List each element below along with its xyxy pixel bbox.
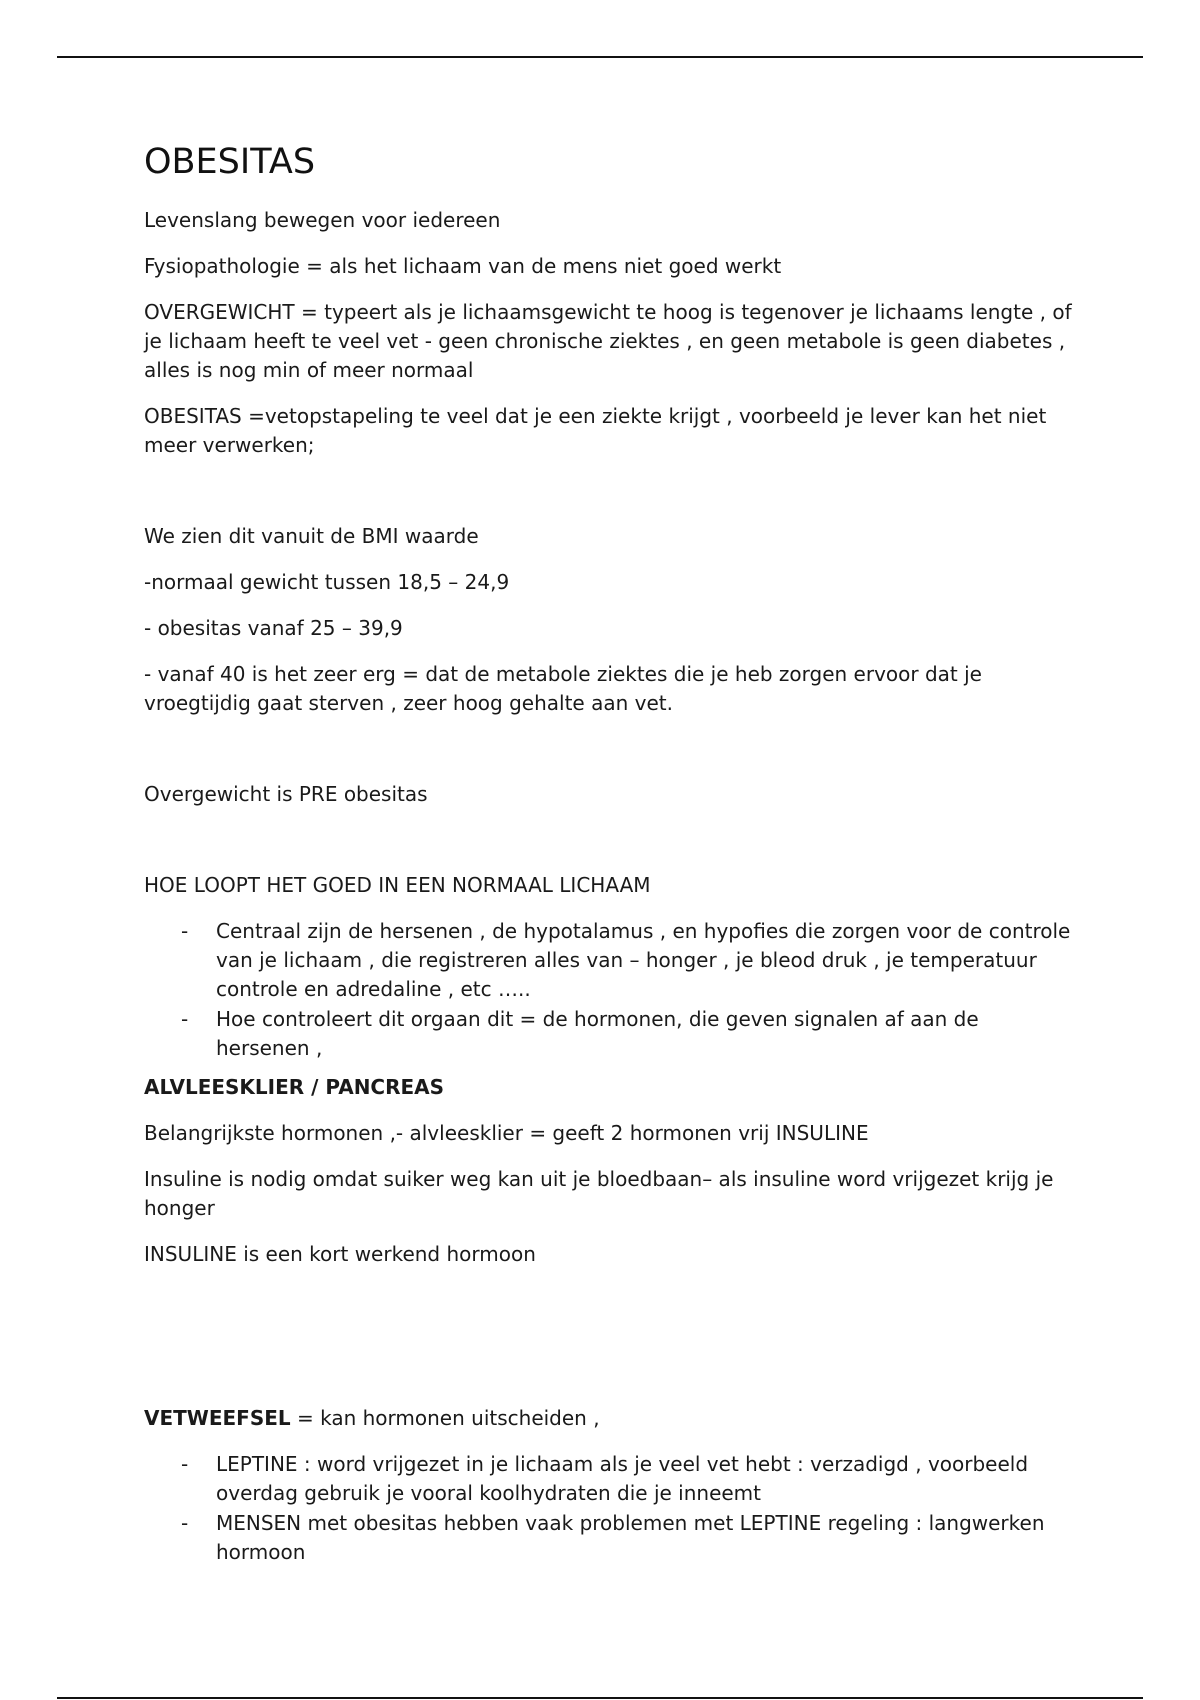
section-heading-pancreas: ALVLEESKLIER / PANCREAS [144,1075,445,1099]
paragraph-fysiopathologie: Fysiopathologie = als het lichaam van de mens niet goed werkt [144,254,782,278]
spacer [144,735,1074,780]
bottom-rule [57,1697,1143,1699]
list-item [144,917,1074,1004]
page-title: OBESITAS [144,142,316,182]
paragraph-bmi-normaal: -normaal gewicht tussen 18,5 – 24,9 [144,570,510,594]
list-item [144,1509,1074,1567]
paragraph-bmi-obesitas: - obesitas vanaf 25 – 39,9 [144,616,403,640]
paragraph-bmi-40: - vanaf 40 is het zeer erg = dat de metabole ziektes die je heb zorgen ervoor dat je vroegtijdig gaat sterven , zeer hoog gehalte aan vet. [144,662,982,715]
document-body [144,140,1074,1577]
paragraph-obesitas: OBESITAS =vetopstapeling te veel dat je een ziekte krijgt , voorbeeld je lever kan het niet meer verwerken; [144,404,1047,457]
paragraph-levenslang: Levenslang bewegen voor iedereen [144,208,501,232]
paragraph-bmi-intro: We zien dit vanuit de BMI waarde [144,524,479,548]
spacer [144,1286,1074,1404]
vetweefsel-term: VETWEEFSEL [144,1406,291,1430]
paragraph-insuline-kort: INSULINE is een kort werkend hormoon [144,1242,536,1266]
paragraph-hormonen: Belangrijkste hormonen ,- alvleesklier = geeft 2 hormonen vrij INSULINE [144,1121,869,1145]
list-item-text: Centraal zijn de hersenen , de hypotalamus , en hypofies die zorgen voor de controle van je lichaam , die registreren alles van – honger , je bleod druk , je temperatuur controle en adredaline , etc ….. [216,919,1071,1001]
paragraph-overgewicht: OVERGEWICHT = typeert als je lichaamsgewicht te hoog is tegenover je lichaams lengte , of je lichaam heeft te veel vet - geen chronische ziektes , en geen metabole is geen diabetes , alles is nog min of meer normaal [144,300,1072,382]
list-item [144,1450,1074,1508]
dash-marker: - [181,1007,189,1031]
section-heading-normaal-lichaam: HOE LOOPT HET GOED IN EEN NORMAAL LICHAAM [144,873,651,897]
spacer [144,826,1074,871]
bullet-list-hersenen [144,917,1074,1063]
list-item [144,1005,1074,1063]
paragraph-vetweefsel [144,1404,1074,1433]
top-rule [57,56,1143,58]
bullet-list-leptine [144,1450,1074,1567]
dash-marker: - [181,1452,189,1476]
dash-marker: - [181,1511,189,1535]
list-item-text: Hoe controleert dit orgaan dit = de hormonen, die geven signalen af aan de hersenen , [216,1007,979,1060]
paragraph-insuline-nodig: Insuline is nodig omdat suiker weg kan uit je bloedbaan– als insuline word vrijgezet krijg je honger [144,1167,1054,1220]
list-item-text: MENSEN met obesitas hebben vaak problemen met LEPTINE regeling : langwerken hormoon [216,1511,1045,1564]
vetweefsel-text: = kan hormonen uitscheiden , [290,1406,600,1430]
spacer [144,477,1074,522]
paragraph-pre-obesitas: Overgewicht is PRE obesitas [144,782,428,806]
list-item-text: LEPTINE : word vrijgezet in je lichaam als je veel vet hebt : verzadigd , voorbeeld overdag gebruik je vooral koolhydraten die je inneemt [216,1452,1029,1505]
dash-marker: - [181,919,189,943]
